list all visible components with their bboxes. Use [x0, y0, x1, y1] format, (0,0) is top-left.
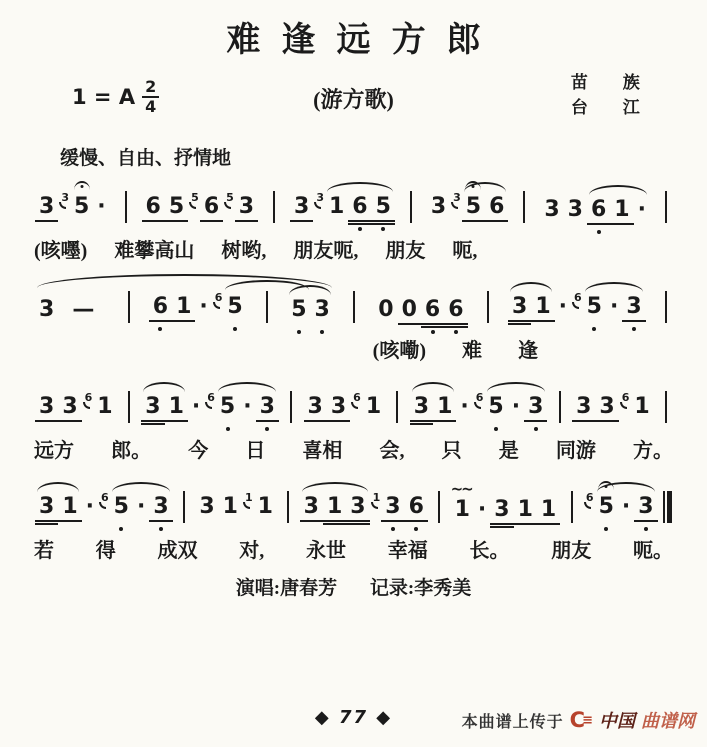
slur — [327, 182, 393, 192]
note: 3 — [304, 396, 327, 418]
note: · — [511, 394, 521, 419]
measure — [539, 175, 651, 234]
lyric: 树哟, — [221, 240, 267, 262]
lyric: 只 — [441, 440, 462, 462]
lyric: 长。 — [469, 540, 510, 562]
lyric: 方。 — [632, 440, 673, 462]
note: · — [97, 194, 106, 219]
grace-note — [371, 493, 381, 509]
note: 3 — [327, 396, 350, 418]
grace-note — [572, 293, 582, 309]
note: · — [637, 197, 646, 222]
note: 3 — [381, 496, 404, 518]
note: 5 — [287, 299, 310, 321]
lyrics-row — [34, 434, 673, 463]
note: 1 — [165, 396, 188, 418]
note: 3 — [311, 299, 334, 321]
grace-hook-icon — [243, 502, 250, 509]
note: 6 — [444, 299, 467, 321]
notes-row — [34, 472, 673, 534]
credits — [34, 573, 673, 600]
note: 3 — [35, 496, 58, 518]
grace-digit: 6 — [214, 291, 223, 304]
site-name-bold: 中国 — [599, 711, 635, 731]
note: 1 — [531, 296, 554, 318]
grace-hook-icon — [189, 202, 196, 209]
note: 6 — [421, 299, 444, 321]
measure — [289, 172, 396, 234]
slur — [589, 185, 647, 195]
measure — [194, 472, 278, 534]
grace-note — [451, 193, 461, 209]
note: 6 — [142, 196, 165, 218]
lyric: (咳嘞) — [372, 340, 426, 362]
barline — [183, 491, 185, 523]
barline — [125, 191, 127, 223]
note: 3 — [149, 496, 172, 518]
score-line — [34, 372, 673, 463]
grace-digit: 1 — [244, 491, 253, 504]
barline — [290, 391, 292, 423]
fermata-icon — [74, 181, 90, 190]
grace-digit: 1 — [372, 491, 381, 504]
barline — [396, 391, 398, 423]
grace-hook-icon — [451, 202, 458, 209]
lyric: 逢 — [517, 340, 538, 362]
grace-hook-icon — [584, 502, 591, 509]
note: 3 — [35, 196, 58, 218]
lyric: 是 — [498, 440, 519, 462]
note: · — [85, 494, 94, 519]
grace-hook-icon — [351, 402, 358, 409]
time-signature-denominator: 4 — [145, 97, 157, 116]
measure — [450, 475, 562, 534]
note: 5 — [216, 396, 239, 418]
lyric: 难攀高山 — [114, 240, 195, 262]
note: 1 — [172, 296, 195, 318]
grace-digit: 6 — [585, 491, 594, 504]
lyric: 若 — [34, 540, 54, 562]
note: 5 — [583, 296, 606, 318]
note: · — [460, 394, 469, 419]
note: 3 — [572, 396, 595, 418]
note: · — [243, 394, 252, 419]
note: 6 — [485, 196, 508, 218]
page-number: ◆ 77 ◆ — [314, 707, 393, 728]
barline — [287, 491, 289, 523]
note: 3 — [199, 494, 215, 519]
note: 3 — [490, 499, 513, 521]
note: 3 — [235, 196, 258, 218]
barline — [273, 191, 275, 223]
notes-row — [34, 172, 673, 234]
grace-digit: 6 — [84, 391, 93, 404]
lyric: 喜相 — [302, 440, 343, 462]
slur — [143, 382, 185, 392]
note: · — [558, 294, 567, 319]
slur — [487, 382, 545, 392]
note: 5 — [165, 196, 188, 218]
barline — [665, 391, 667, 423]
lyric: 呃, — [452, 240, 478, 262]
lyric: 幸福 — [387, 540, 428, 562]
grace-hook-icon — [474, 402, 481, 409]
barline — [523, 191, 525, 223]
lyric: 会, — [379, 440, 405, 462]
measure — [140, 372, 280, 434]
credit-recorder: 记录:李秀美 — [369, 578, 472, 599]
note: 3 — [290, 196, 313, 218]
note: 1 — [97, 394, 113, 419]
lyrics-row — [34, 334, 673, 363]
grace-digit: 6 — [207, 391, 215, 404]
note: 3 — [141, 396, 164, 418]
note: 6 — [200, 196, 223, 218]
measure — [409, 372, 549, 434]
note: 5 — [372, 196, 395, 218]
lyric: 郎。 — [111, 440, 152, 462]
note: 1 — [323, 496, 346, 518]
note: 6 — [348, 196, 371, 218]
grace-note — [314, 193, 324, 209]
note: 1 — [365, 394, 382, 419]
barline — [559, 391, 561, 423]
note: 1 — [257, 494, 273, 519]
time-signature-numerator: 2 — [142, 79, 159, 98]
slur — [218, 382, 276, 392]
lyrics-row — [34, 534, 673, 563]
note: 3 — [508, 296, 531, 318]
grace-note — [224, 193, 234, 209]
watermark-text: 本曲谱上传于 — [461, 713, 564, 731]
note: 6 — [405, 496, 428, 518]
score-line — [34, 272, 673, 363]
region-label — [571, 71, 655, 120]
lyric: (咳嚜) — [34, 240, 88, 262]
note: 1 — [328, 194, 345, 219]
grace-digit: 3 — [61, 191, 69, 204]
grace-note — [59, 193, 69, 209]
note: 3 — [524, 396, 547, 418]
note: 3 — [544, 197, 560, 222]
note: 3 — [410, 396, 433, 418]
slur — [302, 482, 368, 492]
measure — [426, 172, 510, 234]
measure — [34, 372, 118, 434]
barline — [438, 491, 440, 523]
site-logo-icon: C ≡ — [569, 707, 593, 732]
note: 1 — [537, 499, 560, 521]
watermark — [462, 707, 695, 733]
note: 3 — [346, 496, 369, 518]
lyric: 得 — [95, 540, 116, 562]
grace-digit: 6 — [574, 291, 582, 304]
grace-digit: 6 — [475, 391, 484, 404]
lyric: 成双 — [157, 540, 198, 562]
note: 1 — [433, 396, 456, 418]
slur — [464, 182, 506, 192]
barline — [266, 291, 268, 323]
credit-performer: 演唱:唐春芳 — [235, 578, 338, 599]
measure — [571, 372, 655, 434]
barline — [410, 191, 412, 223]
barline-thick — [667, 491, 672, 523]
grace-hook-icon — [99, 502, 106, 509]
slur — [37, 482, 79, 492]
grace-digit: 6 — [621, 391, 630, 404]
note: 1 — [514, 499, 537, 521]
note: 1 — [222, 494, 238, 519]
measure — [507, 272, 647, 334]
mordent-icon: ~~ — [450, 480, 472, 498]
note: 1 — [610, 199, 633, 221]
note: 5 — [70, 196, 93, 218]
lyric: 同游 — [555, 440, 596, 462]
note: 5 — [595, 496, 618, 518]
grace-note — [205, 393, 215, 409]
grace-note — [243, 493, 253, 509]
note: 3 — [622, 296, 645, 318]
grace-hook-icon — [314, 202, 321, 209]
note: 3 — [595, 396, 618, 418]
measure — [373, 275, 468, 334]
lyric: 对, — [239, 540, 265, 562]
grace-note — [351, 393, 361, 409]
measure — [303, 372, 387, 434]
measure — [141, 172, 260, 234]
barline — [487, 291, 489, 323]
grace-hook-icon — [213, 302, 220, 309]
measure — [34, 172, 111, 234]
grace-note — [584, 493, 594, 509]
note: 1 ~~ — [450, 480, 472, 522]
note: 5 — [110, 496, 133, 518]
grace-note — [189, 193, 199, 209]
note: 3 — [35, 396, 58, 418]
note: 3 — [634, 496, 657, 518]
note: 1 — [58, 496, 81, 518]
note: 5 — [223, 296, 246, 318]
meta-row — [34, 71, 673, 129]
grace-digit: 3 — [316, 191, 324, 204]
barline-thin — [663, 491, 665, 523]
barline — [571, 491, 573, 523]
grace-digit: 6 — [353, 391, 361, 404]
grace-hook-icon — [83, 402, 90, 409]
note: 3 — [58, 396, 81, 418]
grace-hook-icon — [371, 502, 378, 509]
grace-note — [620, 393, 630, 409]
note: 3 — [300, 496, 323, 518]
note: 1 — [634, 394, 650, 419]
slur — [412, 382, 454, 392]
lyric: 今 — [188, 440, 209, 462]
footer — [0, 707, 707, 733]
song-subtitle: (游方歌) — [313, 87, 394, 112]
note: 3 — [567, 197, 583, 222]
grace-digit: 6 — [100, 491, 109, 504]
note: — — [72, 297, 95, 322]
note: 6 — [149, 296, 172, 318]
note: · — [199, 294, 208, 319]
note: 5 — [484, 396, 507, 418]
grace-hook-icon — [224, 202, 231, 209]
barline — [353, 291, 355, 323]
grace-note — [83, 393, 93, 409]
grace-digit: 5 — [226, 191, 234, 204]
notes-row — [34, 272, 673, 334]
key-prefix: 1 = A — [72, 85, 136, 109]
note: 3 — [430, 194, 447, 219]
grace-hook-icon — [59, 202, 66, 209]
barline — [128, 291, 130, 323]
lyric: 呃。 — [633, 540, 673, 562]
grace-note — [213, 293, 223, 309]
lyrics-row — [34, 234, 673, 263]
grace-note — [99, 493, 109, 509]
lyric: 日 — [245, 440, 266, 462]
grace-note — [474, 393, 484, 409]
grace-hook-icon — [572, 302, 579, 309]
lyric: 难 — [461, 340, 482, 362]
notes-row — [34, 372, 673, 434]
slur — [510, 282, 552, 292]
measure — [34, 472, 174, 534]
note: · — [609, 294, 619, 319]
note: · — [191, 394, 201, 419]
grace-hook-icon — [620, 402, 627, 409]
barline — [665, 291, 667, 323]
score-line — [34, 172, 673, 263]
note: 5 — [462, 196, 485, 218]
grace-digit: 5 — [191, 191, 199, 204]
note: 0 — [398, 299, 421, 321]
grace-hook-icon — [205, 402, 212, 409]
lyric: 朋友 — [551, 540, 592, 562]
lyric: 永世 — [306, 540, 346, 562]
slur — [585, 282, 643, 292]
note: 6 — [587, 199, 610, 221]
score — [34, 172, 673, 563]
region-county: 台 江 — [570, 97, 655, 117]
lyric: 朋友 — [385, 240, 426, 262]
note: 3 — [256, 396, 279, 418]
tempo-marking: 缓慢、自由、抒情地 — [60, 148, 232, 169]
barline — [665, 191, 667, 223]
final-barline — [662, 491, 673, 534]
grace-digit: 3 — [453, 191, 461, 204]
note: 3 — [39, 297, 55, 322]
song-title: 难逢远方郎 — [226, 22, 502, 59]
note: · — [136, 494, 146, 519]
region-ethnicity: 苗 族 — [570, 73, 655, 92]
note: · — [621, 494, 631, 519]
note: 0 — [378, 297, 394, 322]
lyric: 远方 — [34, 440, 74, 462]
lyric: 朋友呃, — [293, 240, 359, 262]
measure — [582, 472, 659, 534]
score-line — [34, 472, 673, 563]
slur — [112, 482, 170, 492]
barline — [128, 391, 130, 423]
site-name-red: 曲谱网 — [641, 711, 695, 731]
measure — [299, 472, 429, 534]
note: · — [477, 497, 487, 522]
